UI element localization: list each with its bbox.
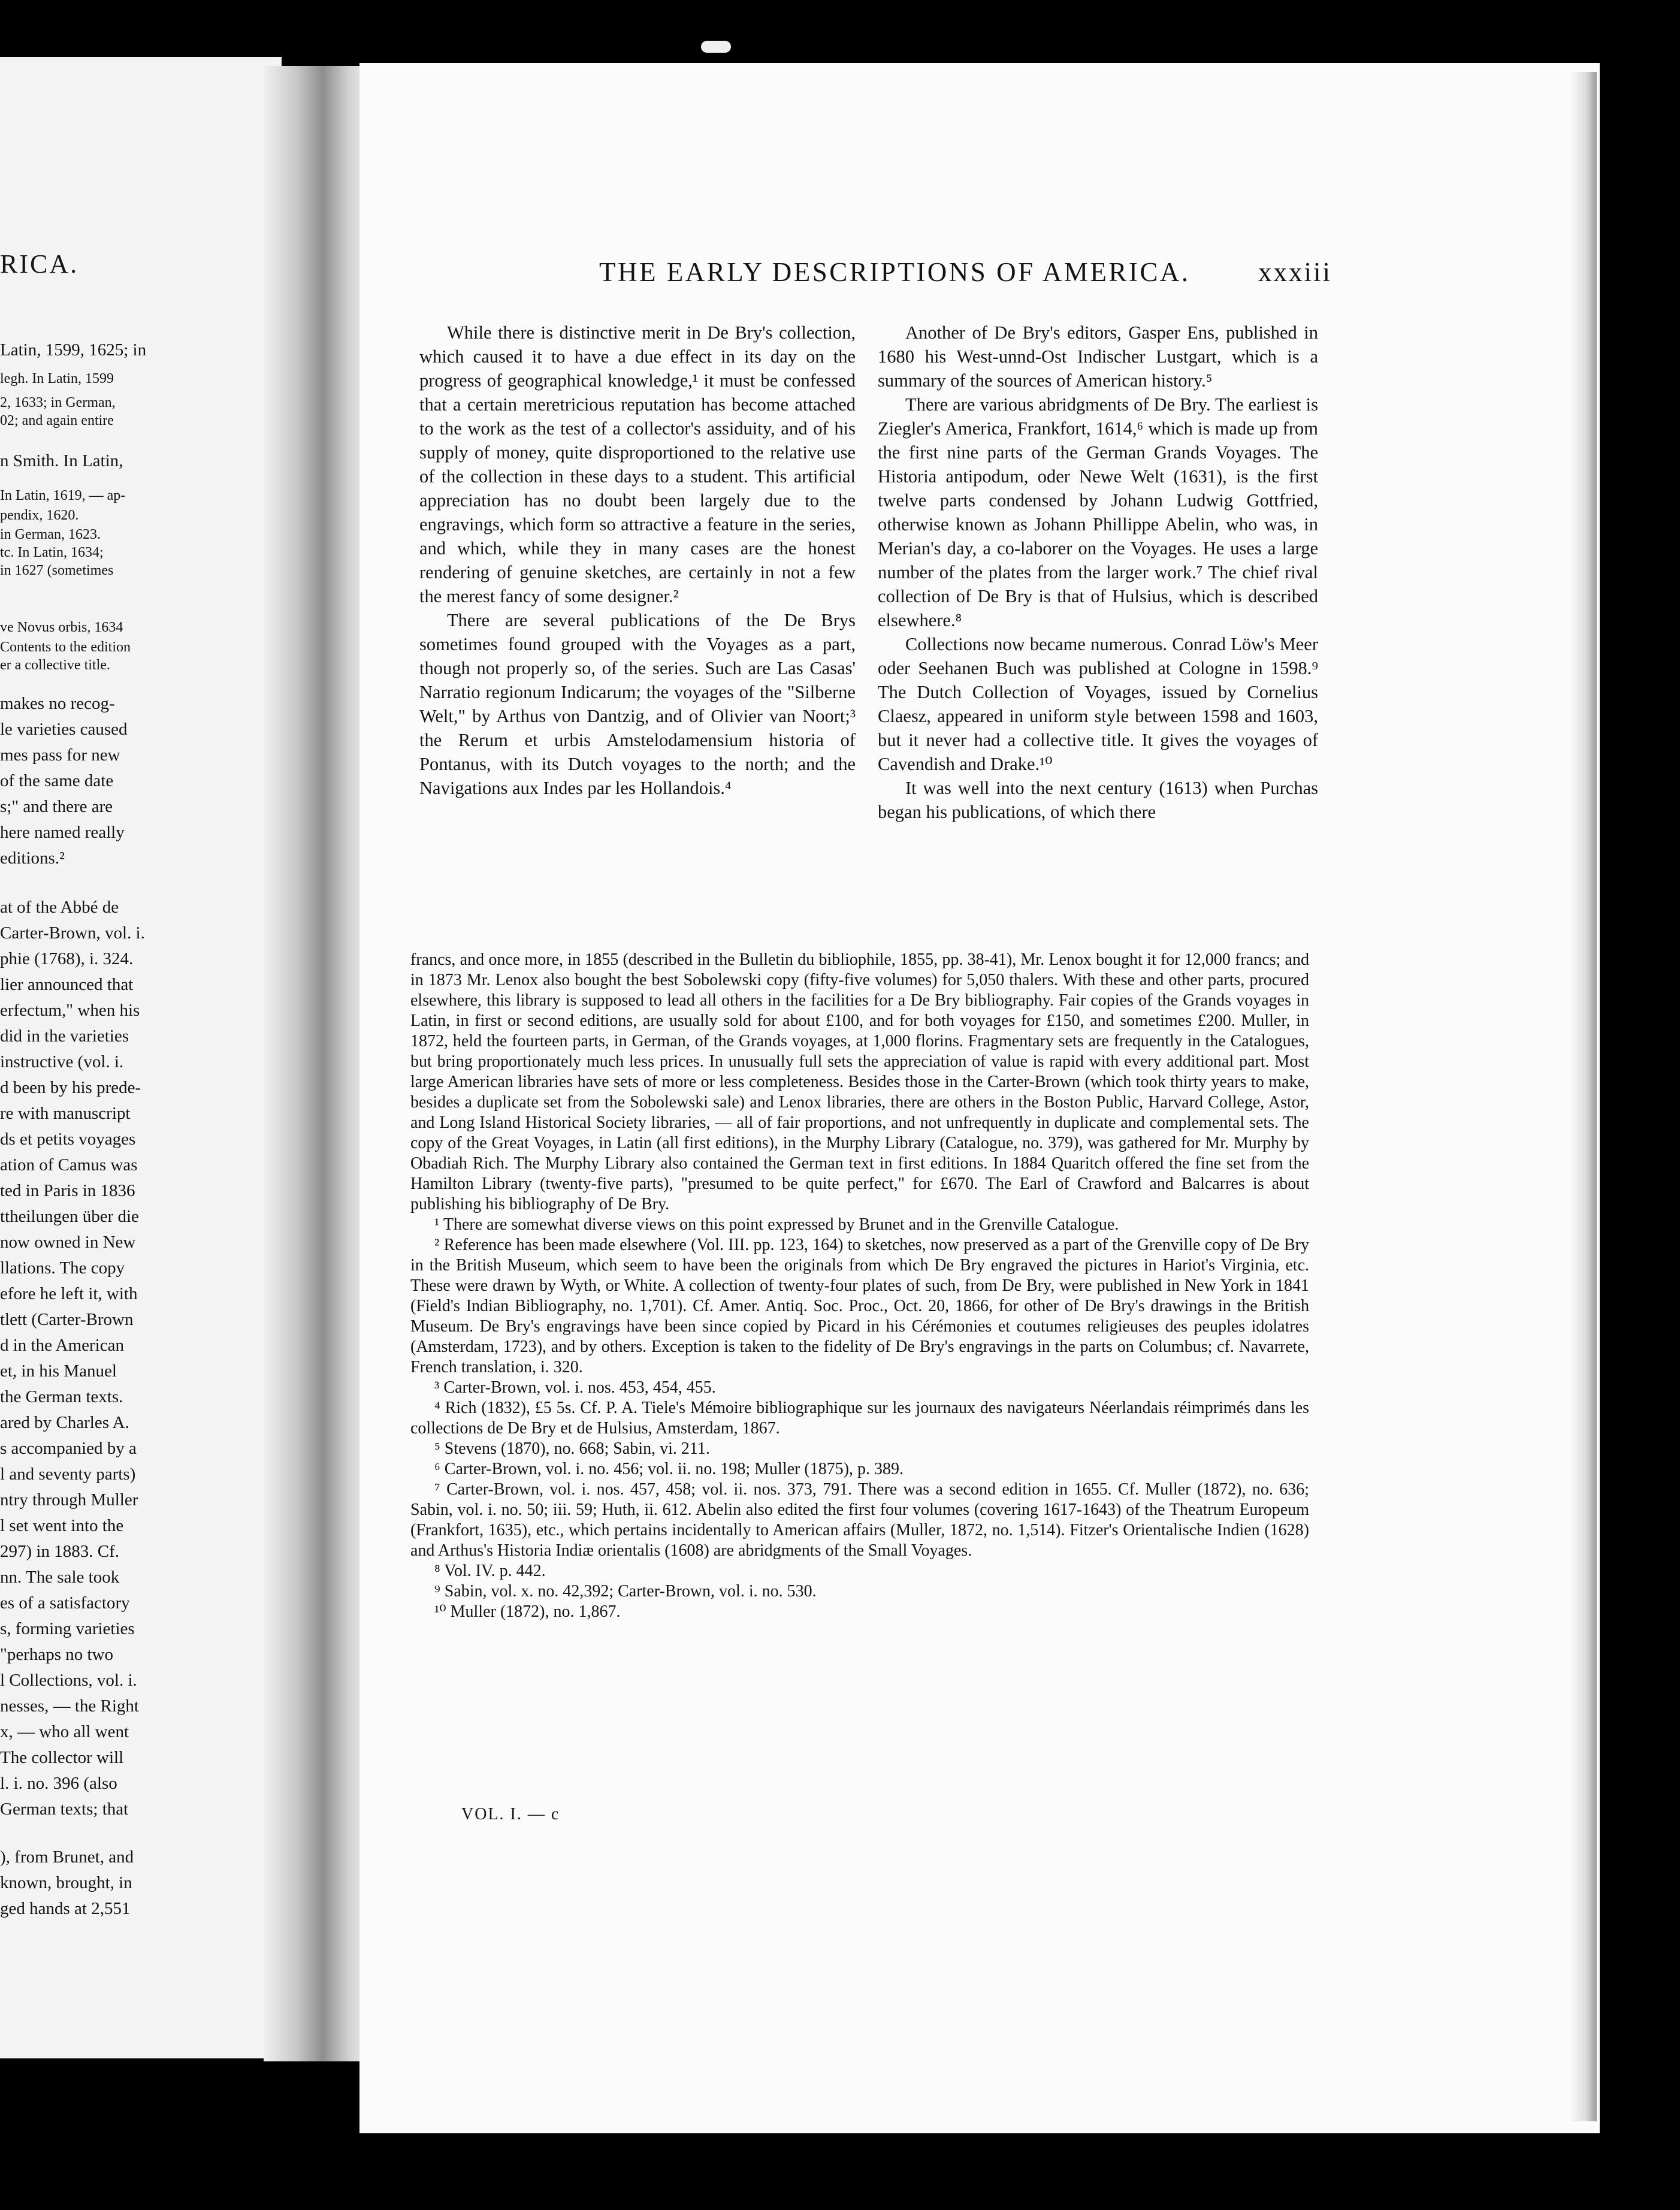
- left-page-line: s accompanied by a: [0, 1439, 137, 1458]
- footnote: ⁶ Carter-Brown, vol. i. no. 456; vol. ii. no. 198; Muller (1875), p. 389.: [434, 1460, 904, 1478]
- left-page-line: es of a satisfactory: [0, 1593, 130, 1613]
- left-page-line: the German texts.: [0, 1387, 123, 1406]
- left-page-line: l Collections, vol. i.: [0, 1671, 137, 1690]
- left-page-line: lier announced that: [0, 975, 134, 994]
- paragraph: There are various abridgments of De Bry. The earliest is Ziegler's America, Frankfort, 1614,⁶ which is made up from the first nine parts of the German Grands Voyages. The Historia antipodum, oder Newe Welt (1631), is the first twelve parts condensed by Johann Ludwig Gottfried, otherwise known as Johann Phillippe Abelin, who was, in Merian's day, a co-laborer on the Voyages. He uses a large number of the plates from the larger work.⁷ The chief rival collection of De Bry is that of Hulsius, which is described elsewhere.⁸: [878, 394, 1318, 630]
- left-page-line: makes no recog-: [0, 694, 115, 713]
- page-number: xxxiii: [1258, 257, 1332, 287]
- left-page-line: x, — who all went: [0, 1722, 129, 1741]
- left-page-line: l. i. no. 396 (also: [0, 1774, 117, 1793]
- left-page-line: instructive (vol. i.: [0, 1052, 124, 1071]
- left-page-line: s, forming varieties: [0, 1619, 135, 1638]
- left-page-line: in German, 1623.: [0, 527, 101, 542]
- left-page-line: er a collective title.: [0, 657, 110, 673]
- left-running-head: RICA.: [0, 249, 79, 279]
- left-page-line: l and seventy parts): [0, 1465, 136, 1484]
- left-page-line: ation of Camus was: [0, 1155, 138, 1175]
- left-page-line: known, brought, in: [0, 1873, 132, 1892]
- left-page-line: tlett (Carter-Brown: [0, 1310, 134, 1329]
- left-page-line: Latin, 1599, 1625; in: [0, 340, 147, 360]
- left-page-line: ared by Charles A.: [0, 1413, 129, 1432]
- footnote: ⁷ Carter-Brown, vol. i. nos. 457, 458; vol. ii. nos. 373, 791. There was a second edition in 1655. Cf. Muller (1872), no. 636; Sabin, vol. i. no. 50; iii. 59; Huth, ii. 612. Abelin also edited the first four volumes (covering 1617-1643) of the Theatrum Europeum (Frankfort, 1635), etc., which pertains incidentally to American affairs (Muller, 1872, no. 1,514). Fitzer's Orientalische Indien (1628) and Arthus's Historia Indiæ orientalis (1608) are abridgments of the Small Voyages.: [410, 1480, 1309, 1560]
- paragraph: Another of De Bry's editors, Gasper Ens, published in 1680 his West-unnd-Ost Indischer Lustgart, which is a summary of the sources of American history.⁵: [878, 322, 1318, 391]
- scan-clip: [701, 41, 731, 53]
- footnote: ⁵ Stevens (1870), no. 668; Sabin, vi. 211.: [434, 1439, 710, 1458]
- left-page-line: s;" and there are: [0, 797, 113, 816]
- left-page-line: German texts; that: [0, 1800, 129, 1819]
- running-head-title: THE EARLY DESCRIPTIONS OF AMERICA.: [599, 257, 1190, 287]
- left-page-line: ve Novus orbis, 1634: [0, 620, 123, 635]
- left-page-line: Contents to the edition: [0, 639, 131, 655]
- left-page-line: ntry through Muller: [0, 1490, 138, 1509]
- left-page-line: now owned in New: [0, 1233, 136, 1252]
- signature-mark: VOL. I. — c: [461, 1805, 560, 1823]
- footnote: ¹⁰ Muller (1872), no. 1,867.: [434, 1602, 621, 1621]
- left-page-line: ), from Brunet, and: [0, 1847, 134, 1867]
- left-page-line: tc. In Latin, 1634;: [0, 545, 104, 560]
- left-page-line: ted in Paris in 1836: [0, 1181, 135, 1200]
- left-page-line: ds et petits voyages: [0, 1130, 136, 1149]
- left-page-line: 297) in 1883. Cf.: [0, 1542, 119, 1561]
- book-gutter: [264, 66, 371, 2061]
- footnote: ³ Carter-Brown, vol. i. nos. 453, 454, 455.: [434, 1378, 716, 1397]
- left-page: [0, 57, 282, 2058]
- left-page-line: 02; and again entire: [0, 413, 114, 428]
- left-page-line: erfectum," when his: [0, 1001, 140, 1020]
- left-page-line: Carter-Brown, vol. i.: [0, 923, 145, 943]
- paragraph: It was well into the next century (1613) when Purchas began his publications, of which there: [878, 778, 1318, 822]
- footnote: ² Reference has been made elsewhere (Vol. III. pp. 123, 164) to sketches, now preserved as a part of the Grenville copy of De Bry in the British Museum, which seem to have been the originals from which De Bry engraved the pictures in Hariot's Virginia, etc. These were drawn by Wyth, or White. A collection of twenty-four plates of such, from De Bry, were published in New York in 1841 (Field's Indian Bibliography, no. 1,701). Cf. Amer. Antiq. Soc. Proc., Oct. 20, 1866, for other of De Bry's drawings in the British Museum. De Bry's engravings have been since copied by Picard in his Cérémonies et coutumes religieuses des peuples idolatres (Amsterdam, 1723), and by others. Exception is taken to the fidelity of De Bry's engravings in the parts on Columbus; cf. Navarrete, French translation, i. 320.: [410, 1236, 1309, 1376]
- left-page-line: legh. In Latin, 1599: [0, 371, 114, 387]
- left-page-line: The collector will: [0, 1748, 124, 1767]
- left-page-line: here named really: [0, 823, 125, 842]
- left-page-line: editions.²: [0, 849, 65, 868]
- paragraph: While there is distinctive merit in De Bry's collection, which caused it to have a due effect in its day on the progress of geographical knowledge,¹ it must be confessed that a certain meretricious reputation has become attached to the work as the test of a collector's assiduity, and of his supply of money, quite disproportioned to the relative use of the collection in these days to a student. This artificial appreciation has no doubt been largely due to the engravings, which form so attractive a feature in the series, and which, while they in many cases are the honest rendering of genuine sketches, are certainly in not a few the merest fancy of some designer.²: [419, 322, 856, 606]
- left-page-line: d in the American: [0, 1336, 124, 1355]
- left-page-line: et, in his Manuel: [0, 1361, 117, 1381]
- left-page-line: of the same date: [0, 771, 114, 790]
- footnote-continuation: francs, and once more, in 1855 (described in the Bulletin du bibliophile, 1855, pp. 38-41), Mr. Lenox bought it for 12,000 francs; and in 1873 Mr. Lenox also bought the best Sobolewski copy (fifty-five volumes) for 5,050 thalers. With these and other parts, procured elsewhere, this library is supposed to lead all others in the facilities for a De Bry bibliography. Fair copies of the Grands voyages in Latin, in first or second editions, are usually sold for about £100, and for both voyages for £150, and sometimes £200. Muller, in 1872, held the fourteen parts, in German, of the Grands voyages, at 1,000 florins. Fragmentary sets are frequently in the Catalogues, but bring proportionately much less prices. In unusually full sets the appreciation of value is rapid with every additional part. Most large American libraries have sets of more or less completeness. Besides those in the Carter-Brown (which took thirty years to make, besides a duplicate set from the Sobolewski sale) and Lenox libraries, there are others in the Boston Public, Harvard College, Astor, and Long Island Historical Society libraries, — all of fair proportions, and not unfrequently in duplicate and complemental sets. The copy of the Great Voyages, in Latin (all first editions), in the Murphy Library (Catalogue, no. 379), was gathered for Mr. Murphy by Obadiah Rich. The Murphy Library also contained the German text in first editions. In 1884 Quaritch offered the fine set from the Hamilton Library (twenty-five parts), "presumed to be quite perfect," for £670. The Earl of Crawford and Balcarres is about publishing his bibliography of De Bry.: [410, 950, 1309, 1213]
- footnote: ⁸ Vol. IV. p. 442.: [434, 1562, 546, 1580]
- footnote: ⁹ Sabin, vol. x. no. 42,392; Carter-Brown, vol. i. no. 530.: [434, 1582, 817, 1601]
- left-page-line: llations. The copy: [0, 1258, 125, 1278]
- left-page-line: ttheilungen über die: [0, 1207, 139, 1226]
- paragraph: Collections now became numerous. Conrad Löw's Meer oder Seehanen Buch was published at Cologne in 1598.⁹ The Dutch Collection of Voyages, issued by Cornelius Claesz, appeared in uniform style between 1598 and 1603, but it never had a collective title. It gives the voyages of Cavendish and Drake.¹⁰: [878, 634, 1318, 774]
- body-column-right: [878, 321, 1318, 824]
- left-page-line: l set went into the: [0, 1516, 124, 1535]
- left-page-line: pendix, 1620.: [0, 508, 79, 523]
- left-page-line: in 1627 (sometimes: [0, 563, 114, 578]
- left-page-line: ged hands at 2,551: [0, 1899, 131, 1918]
- left-page-line: le varieties caused: [0, 720, 128, 739]
- left-page-line: efore he left it, with: [0, 1284, 138, 1303]
- left-page-line: mes pass for new: [0, 745, 120, 765]
- left-page-line: nn. The sale took: [0, 1568, 120, 1587]
- footnote: ¹ There are somewhat diverse views on this point expressed by Brunet and in the Grenville Catalogue.: [434, 1215, 1119, 1234]
- left-page-line: re with manuscript: [0, 1104, 131, 1123]
- left-page-line: In Latin, 1619, — ap-: [0, 488, 126, 503]
- left-page-line: did in the varieties: [0, 1026, 129, 1046]
- footnote: ⁴ Rich (1832), £5 5s. Cf. P. A. Tiele's Mémoire bibliographique sur les journaux des navigateurs Néerlandais réimprimés dans les collections de De Bry et de Hulsius, Amsterdam, 1867.: [410, 1399, 1309, 1438]
- left-page-line: 2, 1633; in German,: [0, 395, 116, 410]
- paragraph: There are several publications of the De Brys sometimes found grouped with the Voyages as a part, though not properly so, of the series. Such are Las Casas' Narratio regionum Indicarum; the voyages of the "Silberne Welt," by Arthus von Dantzig, and of Olivier van Noort;³ the Rerum et urbis Amstelodamensium historia of Pontanus, with its Dutch voyages to the north; and the Navigations aux Indes par les Hollandois.⁴: [419, 610, 856, 798]
- left-page-line: "perhaps no two: [0, 1645, 114, 1664]
- page-edge: [1570, 72, 1597, 2121]
- left-page-line: d been by his prede-: [0, 1078, 141, 1097]
- left-page-line: nesses, — the Right: [0, 1696, 139, 1716]
- body-column-left: [419, 321, 856, 800]
- footnotes: [410, 950, 1309, 1622]
- left-page-line: n Smith. In Latin,: [0, 451, 123, 470]
- left-page-line: at of the Abbé de: [0, 898, 119, 917]
- left-page-line: phie (1768), i. 324.: [0, 949, 134, 968]
